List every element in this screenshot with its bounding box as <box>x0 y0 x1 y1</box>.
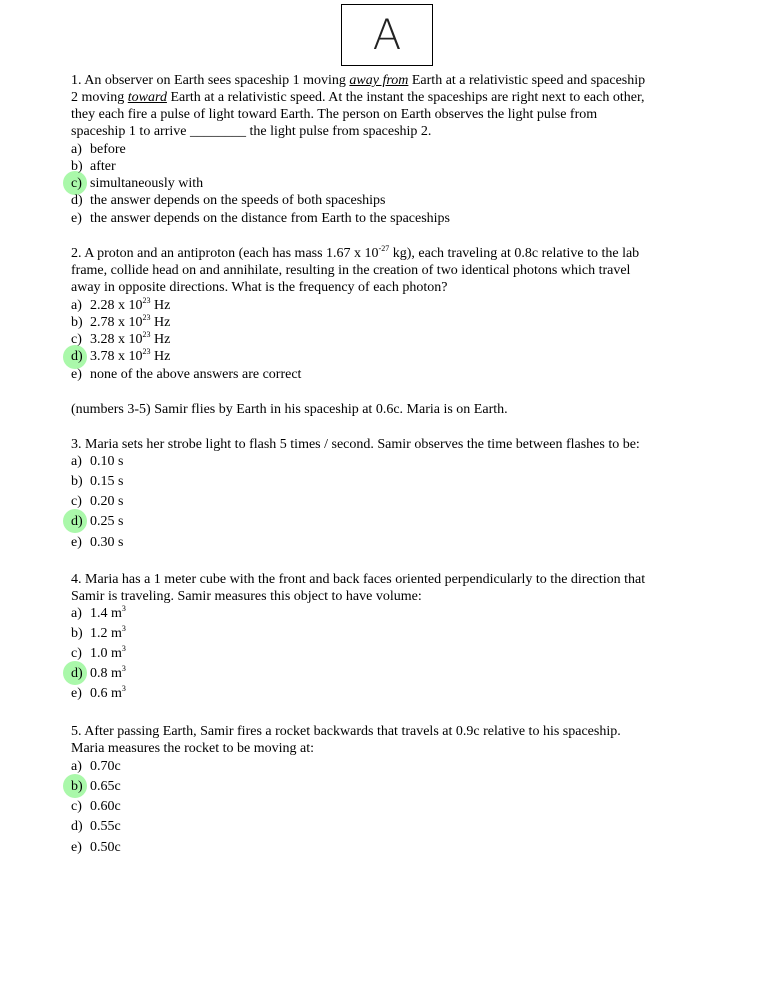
q5-option-b[interactable]: b) 0.65c <box>71 779 121 794</box>
q3-option-b[interactable]: b) 0.15 s <box>71 474 124 489</box>
q1-line-3: they each fire a pulse of light toward Earth. The person on Earth observes the light pulse from <box>71 107 598 122</box>
q2-line-2: frame, collide head on and annihilate, resulting in the creation of two identical photons which travel <box>71 263 631 278</box>
q1-line-4: spaceship 1 to arrive ________ the light pulse from spaceship 2. <box>71 124 432 139</box>
q4-line-1: 4. Maria has a 1 meter cube with the front and back faces oriented perpendicularly to the direction that <box>71 572 646 587</box>
q1-option-a[interactable]: a) before <box>71 142 126 157</box>
q3-option-d[interactable]: d) 0.25 s <box>71 514 124 529</box>
q1-option-e[interactable]: e) the answer depends on the distance from Earth to the spaceships <box>71 211 451 226</box>
q3-option-e[interactable]: e) 0.30 s <box>71 535 124 550</box>
q2-option-d[interactable]: d) 3.78 x $10^{23}$ Hz <box>71 347 171 364</box>
q1-emphasis-away: away from <box>349 73 409 88</box>
q5-line-2: Maria measures the rocket to be moving at: <box>71 741 314 756</box>
q1-option-d[interactable]: d) the answer depends on the speeds of both spaceships <box>71 193 386 208</box>
q4-option-c[interactable]: c) 1.0 $m^3$ <box>71 644 126 661</box>
q2-line-1: 2. A proton and an antiproton (each has mass 1.67 x $10^{-27}$ kg), each traveling at 0.8c relative to the lab <box>71 244 640 261</box>
q5-option-c[interactable]: c) 0.60c <box>71 799 121 814</box>
q2-line-3: away in opposite directions. What is the frequency of each photon? <box>71 280 448 295</box>
q5-option-e[interactable]: e) 0.50c <box>71 840 121 855</box>
version-box <box>341 4 433 66</box>
q4-line-2: Samir is traveling. Samir measures this object to have volume: <box>71 589 422 604</box>
q2-option-a[interactable]: a) 2.28 x $10^{23}$ Hz <box>71 296 171 313</box>
q1-line-1: 1. An observer on Earth sees spaceship 1 moving away from Earth at a relativistic speed and spaceship <box>71 73 646 88</box>
version-letter: A <box>372 10 402 59</box>
intro-questions-3-5: (numbers 3-5) Samir flies by Earth in his spaceship at 0.6c. Maria is on Earth. <box>71 402 508 417</box>
q1-option-b[interactable]: b) after <box>71 159 116 174</box>
q2-option-b[interactable]: b) 2.78 x $10^{23}$ Hz <box>71 313 171 330</box>
q3-line-1: 3. Maria sets her strobe light to flash 5 times / second. Samir observes the time between flashes to be: <box>71 437 640 452</box>
q5-option-d[interactable]: d) 0.55c <box>71 819 121 834</box>
q3-option-c[interactable]: c) 0.20 s <box>71 494 124 509</box>
q2-option-c[interactable]: c) 3.28 x $10^{23}$ Hz <box>71 330 171 347</box>
q5-line-1: 5. After passing Earth, Samir fires a rocket backwards that travels at 0.9c relative to his spaceship. <box>71 724 621 739</box>
q1-option-c[interactable]: c) simultaneously with <box>71 176 204 191</box>
q4-option-b[interactable]: b) 1.2 $m^3$ <box>71 624 126 641</box>
q4-option-d[interactable]: d) 0.8 $m^3$ <box>71 664 126 681</box>
q5-option-a[interactable]: a) 0.70c <box>71 759 121 774</box>
q2-option-e[interactable]: e) none of the above answers are correct <box>71 367 302 382</box>
q3-option-a[interactable]: a) 0.10 s <box>71 454 124 469</box>
q4-option-e[interactable]: e) 0.6 $m^3$ <box>71 684 126 701</box>
q1-line-2: 2 moving toward Earth at a relativistic speed. At the instant the spaceships are right next to each other, <box>71 90 645 105</box>
q4-option-a[interactable]: a) 1.4 $m^3$ <box>71 604 126 621</box>
q1-emphasis-toward: toward <box>127 90 167 105</box>
